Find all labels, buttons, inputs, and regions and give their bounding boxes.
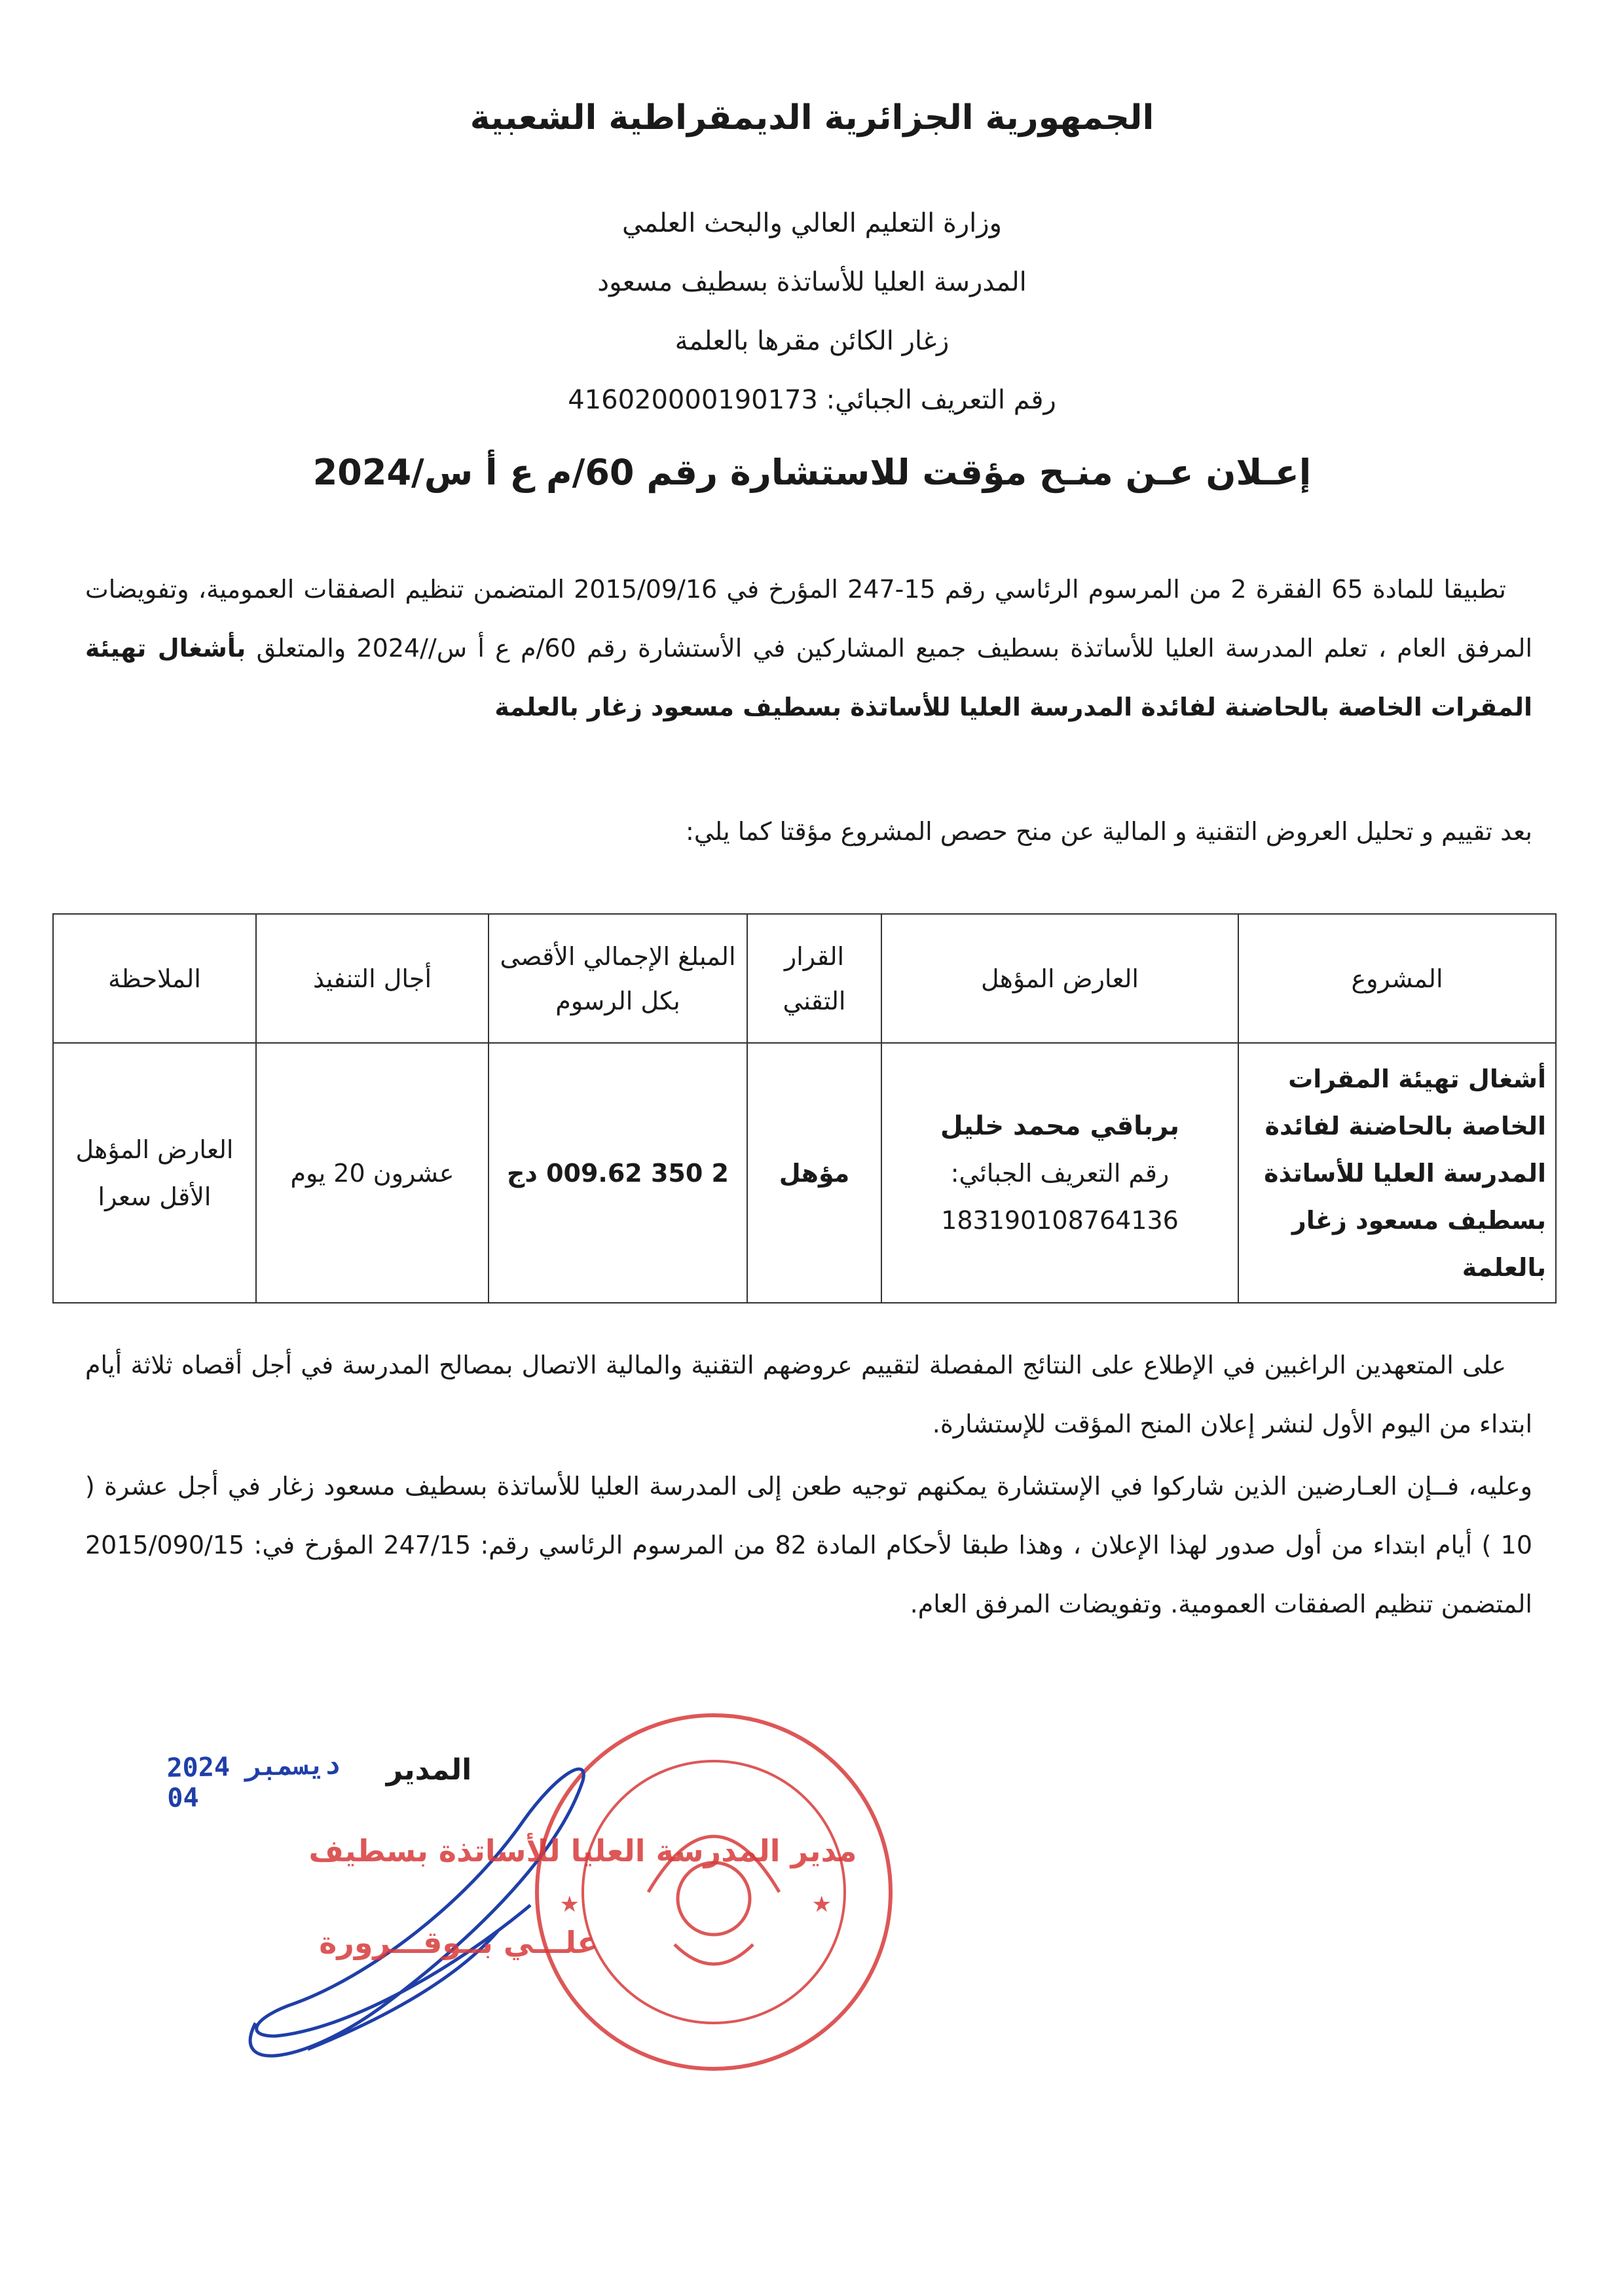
cell-bidder bbox=[881, 1043, 1238, 1303]
school-tax-id: رقم التعريف الجبائي: 416020000190173 bbox=[568, 385, 1056, 415]
table-header-row bbox=[53, 914, 1556, 1043]
cell-notes: العارض المؤهل الأقل سعرا bbox=[53, 1043, 256, 1303]
evaluation-paragraph: بعد تقييم و تحليل العروض التقنية و المالية عن منح حصص المشروع مؤقتا كما يلي: bbox=[686, 817, 1532, 846]
cell-project: أشغال تهيئة المقرات الخاصة بالحاضنة لفائدة المدرسة العليا للأساتذة بسطيف مسعود زغار بالعلمة bbox=[1238, 1043, 1556, 1303]
announcement-title: إعـلان عـن منـح مؤقت للاستشارة رقم 60/م ع أ س/2024 bbox=[312, 452, 1312, 493]
cell-duration: عشرون 20 يوم bbox=[256, 1043, 489, 1303]
header-duration: أجال التنفيذ bbox=[256, 914, 489, 1043]
date-stamp: 2024 ديسمبر 04 bbox=[166, 1750, 341, 1813]
intro-text: تطبيقا للمادة 65 الفقرة 2 من المرسوم الرئاسي رقم 15-247 المؤرخ في 2015/09/16 المتضمن تنظيم الصفقات العمومية، وتفويضات المرفق العام ، تعلم المدرسة العليا للأساتذة بسطيف جميع المشاركين في الأستشارة رقم 60/م ع أ س//2024 والمتعلق bbox=[85, 575, 1532, 663]
director-label: المدير bbox=[386, 1753, 472, 1787]
republic-heading: الجمهورية الجزائرية الديمقراطية الشعبية bbox=[470, 98, 1154, 137]
stamp-title: مدير المدرسة العليا للأساتذة بسطيف bbox=[308, 1833, 857, 1868]
bidder-name: برباقي محمد خليل bbox=[940, 1110, 1180, 1141]
cell-amount: 2 350 009.62 دج bbox=[489, 1043, 747, 1303]
svg-text:★: ★ bbox=[811, 1891, 832, 1918]
header-bidder: العارض المؤهل bbox=[881, 914, 1238, 1043]
stamp-name: علـــي بــوقـــرورة bbox=[319, 1925, 598, 1960]
bidder-tax-id: 183190108764136 bbox=[941, 1205, 1179, 1235]
bidder-tax-label: رقم التعريف الجبائي: bbox=[950, 1158, 1170, 1188]
review-paragraph: على المتعهدين الراغبين في الإطلاع على النتائج المفصلة لتقييم عروضهم التقنية والمالية الاتصال بمصالح المدرسة في أجل أقصاه ثلاثة أيام ابتداء من اليوم الأول لنشر إعلان المنح المؤقت للإستشارة. bbox=[85, 1351, 1532, 1438]
signature-scribble-icon bbox=[250, 1769, 583, 2056]
intro-project-text: بأشغال تهيئة المقرات الخاصة بالحاضنة لفائدة المدرسة العليا للأساتذة بسطيف مسعود زغار بالعلمة bbox=[85, 634, 1532, 721]
appeal-paragraph: وعليه، فــإن العـارضين الذين شاركوا في الإستشارة يمكنهم توجيه طعن إلى المدرسة العليا للأساتذة بسطيف مسعود زغار في أجل عشرة ( 10 ) أيام ابتداء من أول صدور لهذا الإعلان ، وهذا طبقا لأحكام المادة 82 من المرسوم الرئاسي رقم: 247/15 المؤرخ في: 2015/090/15 المتضمن تنظيم الصفقات العمومية. وتفويضات المرفق العام. bbox=[85, 1472, 1533, 1618]
ministry-name: وزارة التعليم العالي والبحث العلمي bbox=[622, 208, 1002, 238]
svg-text:★: ★ bbox=[559, 1891, 580, 1918]
table-row bbox=[53, 1043, 1556, 1303]
header-notes: الملاحظة bbox=[53, 914, 256, 1043]
school-location: زغار الكائن مقرها بالعلمة bbox=[674, 326, 950, 356]
results-table bbox=[52, 913, 1557, 1303]
header-project: المشروع bbox=[1238, 914, 1556, 1043]
cell-decision: مؤهل bbox=[747, 1043, 881, 1303]
header-amount: المبلغ الإجمالي الأقصى بكل الرسوم bbox=[489, 914, 747, 1043]
header-decision: القرار التقني bbox=[747, 914, 881, 1043]
school-name: المدرسة العليا للأساتذة بسطيف مسعود bbox=[597, 267, 1027, 297]
intro-paragraph bbox=[85, 560, 1532, 737]
round-seal-icon bbox=[537, 1715, 891, 2069]
